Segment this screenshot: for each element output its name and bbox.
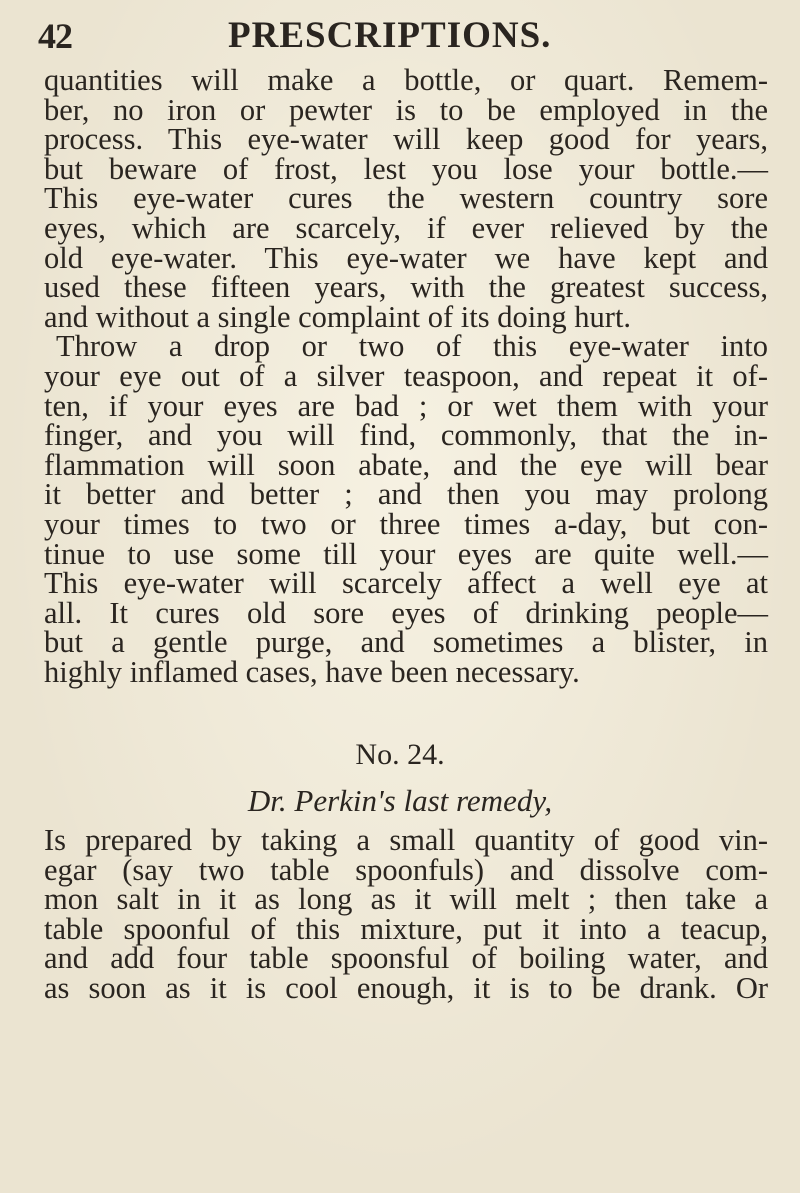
remedy-paragraph [44,823,768,1005]
text-line: egar (say two table spoonfuls) and dissolve com- [44,852,768,887]
paragraph-continuation [44,63,768,689]
running-head: PRESCRIPTIONS. [228,15,552,56]
text-line: as soon as it is cool enough, it is to be drank. Or [44,970,768,1005]
page-header [38,14,778,58]
page-number: 42 [38,16,72,56]
text-line: This eye-water cures the western country sore [44,181,768,216]
text-line: all. It cures old sore eyes of drinking people— [44,595,768,630]
text-line: highly inflamed cases, have been necessary. [44,654,580,689]
text-line: it better and better ; and then you may prolong [44,477,768,512]
text-line: used these fifteen years, with the greatest success, [44,270,768,305]
section-number: No. 24. [355,738,445,771]
text-line: your times to two or three times a-day, but con- [44,506,768,541]
text-line: but a gentle purge, and sometimes a blister, in [44,625,768,660]
text-line: old eye-water. This eye-water we have kept and [44,240,768,275]
text-line: Is prepared by taking a small quantity of good vin- [44,823,768,857]
text-line: process. This eye-water will keep good for years, [44,122,768,157]
text-line: eyes, which are scarcely, if ever relieved by the [44,210,768,245]
text-line: finger, and you will find, commonly, that the in- [44,418,768,453]
text-line: and add four table spoonsful of boiling water, and [44,941,768,976]
text-line: This eye-water will scarcely affect a well eye at [44,566,768,601]
text-line: flammation will soon abate, and the eye will bear [44,447,768,482]
text-line: and without a single complaint of its doing hurt. [44,299,632,334]
remedy-title: Dr. Perkin's last remedy, [247,783,553,818]
text-line: quantities will make a bottle, or quart. Remem- [44,63,768,97]
text-line: tinue to use some till your eyes are quite well.— [44,536,768,571]
text-line: ber, no iron or pewter is to be employed in the [44,92,768,127]
text-line: mon salt in it as long as it will melt ; then take a [44,882,768,917]
text-line: Throw a drop or two of this eye-water into [56,329,768,364]
text-line: table spoonful of this mixture, put it into a teacup, [44,911,768,946]
text-line: but beware of frost, lest you lose your bottle.— [44,151,768,186]
text-line: your eye out of a silver teaspoon, and repeat it of- [44,358,768,393]
text-line: ten, if your eyes are bad ; or wet them with your [44,388,768,423]
